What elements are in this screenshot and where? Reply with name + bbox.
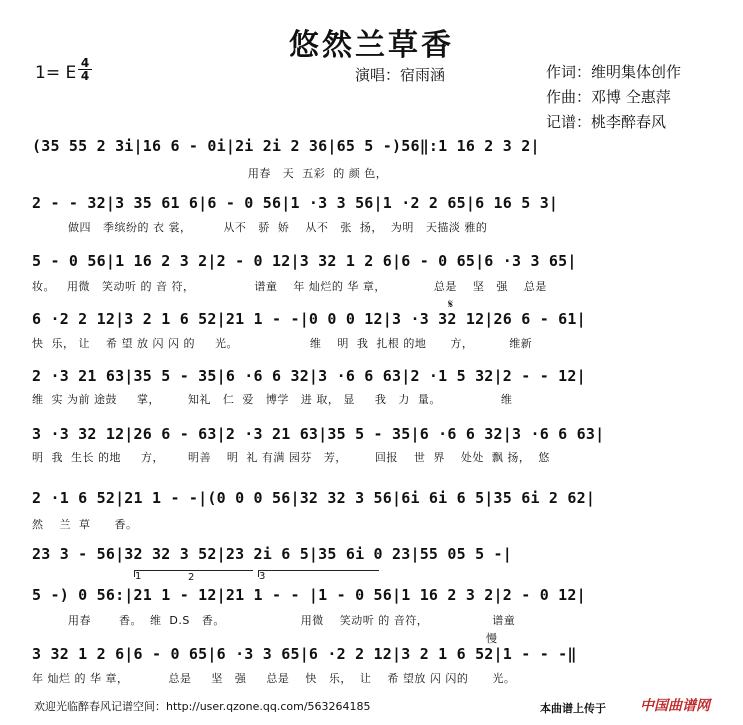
volta-1-bracket: 1 <box>134 570 253 577</box>
notation-row-10: 3 32 1 2 6|6 - 0 65|6 ·3 3 65|6 ·2 2 12|3 2 1 6 52|1 - - -‖ <box>32 645 577 663</box>
notation-row-8: 23 3 - 56|32 32 3 52|23 2i 6 5|35 6i 0 23|55 05 5 -| <box>32 545 512 563</box>
lyric-row-7: 然 兰 草 香。 <box>32 518 138 531</box>
footer-visit-text: 欢迎光临醉春风记谱空间：http://user.qzone.qq.com/563264185 <box>34 700 371 713</box>
lyric-row-5: 维 实 为前 途鼓 掌， 知礼 仁 爱 博学 进 取， 显 我 力 量。 维 <box>32 393 513 406</box>
notation-row-7: 2 ·1 6 52|21 1 - -|(0 0 0 56|32 32 3 56|6i 6i 6 5|35 6i 2 62| <box>32 489 596 507</box>
tempo-mark-slow: 慢 <box>486 632 497 645</box>
notation-row-9: 5 -) 0 56:|21 1 - 12|21 1 - - |1 - 0 56|1 16 2 3 2|2 - 0 12| <box>32 586 586 604</box>
lyric-row-1: 用春 天 五彩 的 颜 色， <box>32 167 388 180</box>
site-logo-text: 中国曲谱网 <box>640 698 710 714</box>
site-logo <box>640 695 710 715</box>
notation-row-2: 2 - - 32|3 35 61 6|6 - 0 56|1 ·3 3 56|1 ·2 2 65|6 16 5 3| <box>32 194 559 212</box>
time-numerator: 4 <box>78 57 92 70</box>
lyricist-credit: 作词：维明集体创作 <box>546 63 682 81</box>
lyric-row-6: 明 我 生长 的地 方， 明善 明 礼 有满 园芬 芳， 回报 世 界 处处 飘 扬， 悠 <box>32 451 550 464</box>
notation-row-3: 5 - 0 56|1 16 2 3 2|2 - 0 12|3 32 1 2 6|6 - 0 65|6 ·3 3 65| <box>32 252 577 270</box>
footer-upload-text: 本曲谱上传于 <box>540 702 606 715</box>
lyric-row-10: 年 灿烂 的 华 章， 总是 坚 强 总是 快 乐， 让 希 望放 闪 闪的 光。 <box>32 672 516 685</box>
volta-2-bracket: 2 <box>188 572 195 583</box>
segno-sign: 𝄋 <box>448 297 454 311</box>
singer-credit: 演唱：宿雨涵 <box>355 66 446 84</box>
lyric-row-3: 妆。 用微 笑动听 的 音 符， 谱童 年 灿烂的 华 章， 总是 坚 强 总是 <box>32 280 547 293</box>
notation-row-5: 2 ·3 21 63|35 5 - 35|6 ·6 6 32|3 ·6 6 63|2 ·1 5 32|2 - - 12| <box>32 367 586 385</box>
lyric-row-9: 用春 香。 维 D.S 香。 用微 笑动听 的 音符， 谱童 <box>32 614 516 627</box>
key-signature: 1= E <box>35 63 77 83</box>
lyric-row-2: 做四 季缤纷的 衣 裳， 从不 骄 娇 从不 张 扬， 为明 天描淡 雅的 <box>32 221 488 234</box>
transcriber-credit: 记谱：桃李醉春风 <box>546 113 667 131</box>
lyric-row-4: 快 乐， 让 希 望 放 闪 闪 的 光。 维 明 我 扎根 的地 方， 维新 <box>32 337 533 350</box>
notation-row-4: 6 ·2 2 12|3 2 1 6 52|21 1 - -|0 0 0 12|3 ·3 32 12|26 6 - 61| <box>32 310 586 328</box>
credits-block <box>546 60 681 135</box>
notation-row-6: 3 ·3 32 12|26 6 - 63|2 ·3 21 63|35 5 - 35|6 ·6 6 32|3 ·6 6 63| <box>32 425 605 443</box>
time-denominator: 4 <box>80 69 90 83</box>
score-title: 悠然兰草香 <box>289 28 454 63</box>
volta-3-bracket: 3 <box>258 570 379 577</box>
time-signature <box>78 57 92 82</box>
notation-row-1: (35 55 2 3i|16 6 - 0i|2i 2i 2 36|65 5 -)56‖:1 16 2 3 2| <box>32 137 540 155</box>
composer-credit: 作曲：邓博 仝惠萍 <box>546 88 671 106</box>
